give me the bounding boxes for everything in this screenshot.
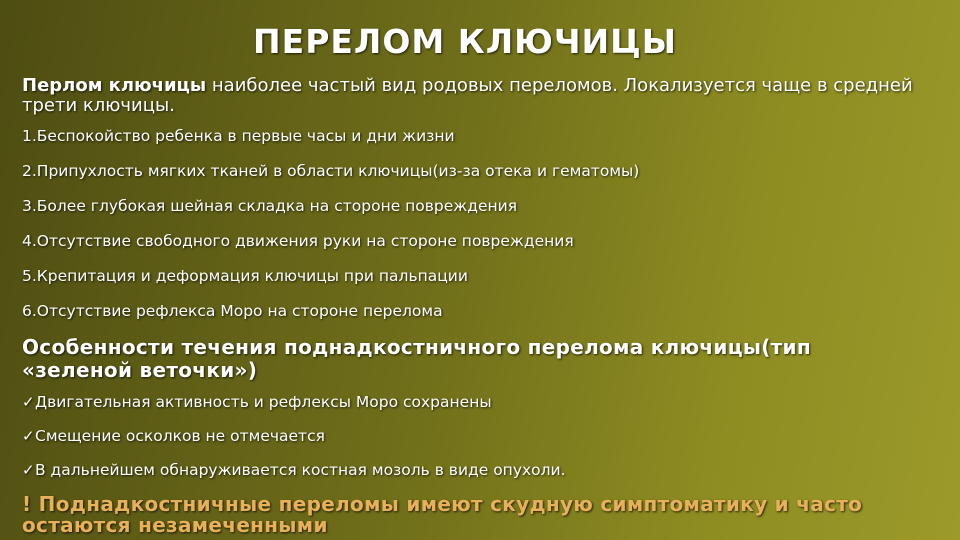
intro-text: наиболее частый вид родовых переломов. Локализуется чаще в средней трети ключицы.	[22, 75, 913, 116]
symptom-item-5: 5.Крепитация и деформация ключицы при пальпации	[22, 267, 468, 285]
feature-text: Смещение осколков не отмечается	[35, 427, 325, 445]
checkmark-icon: ✓	[22, 461, 35, 479]
symptom-item-4: 4.Отсутствие свободного движения руки на стороне повреждения	[22, 232, 574, 250]
symptom-item-2: 2.Припухлость мягких тканей в области ключицы(из-за отека и гематомы)	[22, 162, 640, 180]
warning-note: ! Поднадкостничные переломы имеют скудную симптоматику и часто остаются незамеченными	[22, 492, 863, 537]
symptom-item-1: 1.Беспокойство ребенка в первые часы и дни жизни	[22, 127, 455, 145]
feature-item-2	[22, 426, 927, 446]
slide-content	[22, 76, 927, 536]
checkmark-icon: ✓	[22, 427, 35, 445]
symptom-list	[22, 126, 927, 321]
symptom-item-6: 6.Отсутствие рефлекса Моро на стороне перелома	[22, 302, 443, 320]
feature-list	[22, 392, 927, 480]
symptom-item-3: 3.Более глубокая шейная складка на стороне повреждения	[22, 197, 518, 215]
feature-item-3	[22, 460, 927, 480]
intro-paragraph	[22, 76, 927, 116]
feature-text: Двигательная активность и рефлексы Моро сохранены	[35, 393, 492, 411]
feature-item-1	[22, 392, 927, 412]
intro-bold-term: Перлом ключицы	[22, 75, 207, 96]
section-heading: Особенности течения поднадкостничного перелома ключицы(тип «зеленой веточки»)	[22, 335, 811, 382]
feature-text: В дальнейшем обнаруживается костная мозоль в виде опухоли.	[35, 461, 566, 479]
slide-title: ПЕРЕЛОМ КЛЮЧИЦЫ	[253, 22, 677, 61]
checkmark-icon: ✓	[22, 393, 35, 411]
